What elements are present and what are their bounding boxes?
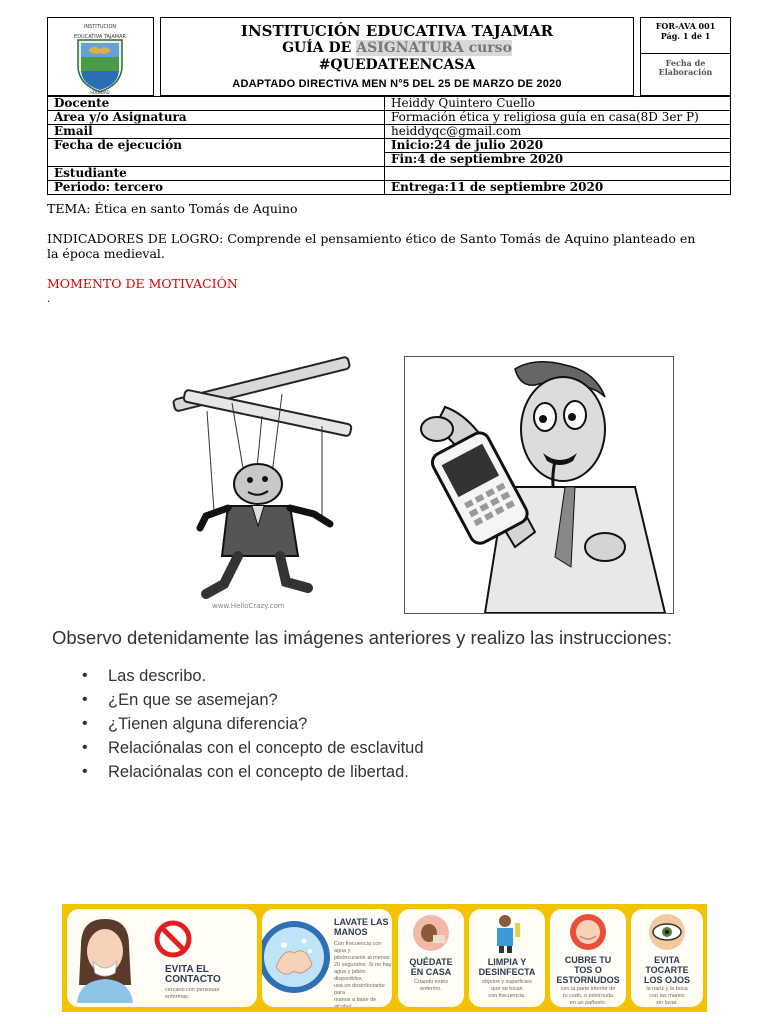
list-item: • Relaciónalas con el concepto de esclavitud <box>82 736 424 760</box>
card-title-line: CUBRE TU <box>564 955 612 965</box>
email-value: heiddyqc@gmail.com <box>385 125 731 139</box>
card-title-line: EN CASA <box>410 967 452 977</box>
card-desc-line: tu codo, o estornuda <box>562 993 614 999</box>
stray-dot: . <box>47 294 51 305</box>
table-row <box>48 139 731 153</box>
card-desc-line: agua y jabón disponibles, <box>334 969 366 982</box>
elaboration-date <box>641 54 730 77</box>
coughing-person-icon <box>566 912 610 954</box>
card-title-line: TOS O <box>574 965 602 975</box>
card-desc-line: usa un desinfectante para <box>334 983 385 996</box>
indicadores-line1: INDICADORES DE LOGRO: Comprende el pensamiento ético de Santo Tomás de Aquino planteado en <box>47 231 696 246</box>
card-title <box>631 955 703 985</box>
guide-title-subject: ASIGNATURA curso <box>356 40 512 56</box>
area-label: Área y/o Asignatura <box>48 111 385 125</box>
motivation-heading: MOMENTO DE MOTIVACIÓN <box>47 276 238 291</box>
tip-card-avoid-contact <box>67 909 257 1007</box>
list-item: • Relaciónalas con el concepto de libertad. <box>82 760 424 784</box>
tema-text: TEMA: Ética en santo Tomás de Aquino <box>47 201 298 216</box>
card-title-line: MANOS <box>334 927 368 937</box>
card-title-line: LOS OJOS <box>643 975 690 985</box>
indicadores-line2: la época medieval. <box>47 246 165 261</box>
card-desc <box>469 979 545 1000</box>
marionette-cartoon-image <box>162 356 362 614</box>
card-desc <box>398 979 464 993</box>
svg-text:INSTITUCION: INSTITUCION <box>83 24 117 30</box>
card-title-line: LIMPIA Y <box>487 957 527 967</box>
card-desc <box>631 986 703 1007</box>
area-value: Formación ética y religiosa guía en casa(8D 3er P) <box>385 111 731 125</box>
card-desc-line: cercano con personas <box>165 987 220 993</box>
card-desc-line: enfermo. <box>420 986 442 992</box>
prohibited-icon <box>153 919 193 959</box>
card-desc-line: sin lavar. <box>656 1000 678 1006</box>
card-desc-line: la nariz y la boca <box>646 986 688 992</box>
table-row <box>48 181 731 195</box>
entrega-value: Entrega:11 de septiembre 2020 <box>385 181 731 195</box>
card-desc-line: enfermas. <box>165 994 190 1000</box>
card-desc <box>550 986 626 1007</box>
header-title-box <box>160 17 634 96</box>
inicio-value: Inicio:24 de julio 2020 <box>385 139 731 153</box>
card-title <box>398 957 464 977</box>
document-code: FOR-AVA 001 <box>655 21 716 31</box>
document-code-box <box>640 17 731 96</box>
fecha-label: Fecha de ejecución <box>48 139 385 167</box>
card-title <box>469 957 545 977</box>
card-desc-line: manos a base de alcohol. <box>334 997 377 1007</box>
list-item: • Las describo. <box>82 664 424 688</box>
card-desc-line: con las manos <box>649 993 685 999</box>
health-tips-banner <box>62 904 707 1012</box>
card-desc-line: Con frecuencia con agua y <box>334 941 382 954</box>
docente-value: Heiddy Quintero Cuello <box>385 97 731 111</box>
card-desc <box>165 987 245 1001</box>
guide-title-prefix: GUÍA DE <box>282 40 357 56</box>
institution-title: INSTITUCIÓN EDUCATIVA TAJAMAR <box>240 22 554 40</box>
docente-label: Docente <box>48 97 385 111</box>
tip-card-clean <box>469 909 545 1007</box>
instructions-list <box>82 664 424 784</box>
card-desc-line: con frecuencia. <box>488 993 526 999</box>
card-title-line: TOCARTE <box>645 965 689 975</box>
estudiante-value[interactable] <box>385 167 731 181</box>
card-desc-line: con la parte interior de <box>560 986 616 992</box>
directive-title: ADAPTADO DIRECTIVA MEN N°5 DEL 25 DE MARZO DE 2020 <box>232 78 562 90</box>
svg-text:SOLEDAD: SOLEDAD <box>90 90 110 95</box>
elaboration-date-line2: Elaboración <box>658 67 713 77</box>
washing-hands-icon <box>262 917 334 997</box>
tip-card-cover-cough <box>550 909 626 1007</box>
tip-card-stay-home <box>398 909 464 1007</box>
fin-value: Fin:4 de septiembre 2020 <box>385 153 731 167</box>
marionette-icon <box>162 356 362 614</box>
card-desc-line: en un pañuelo. <box>569 1000 607 1006</box>
card-title-line: LAVATE LAS <box>334 917 389 927</box>
table-row <box>48 167 731 181</box>
list-item: • ¿Tienen alguna diferencia? <box>82 712 424 736</box>
phone-addiction-cartoon-image <box>404 356 674 614</box>
card-desc-line: 20 segundos. Si no hay <box>334 962 392 968</box>
card-title-line: CONTACTO <box>165 974 221 985</box>
table-row <box>48 125 731 139</box>
estudiante-label: Estudiante <box>48 167 385 181</box>
card-desc-line: Cuando estés <box>414 979 448 985</box>
card-desc-line: objetos y superficies <box>482 979 532 985</box>
card-title-line: DESINFECTA <box>478 967 536 977</box>
card-desc-line: jabóncurante al menos <box>334 955 390 961</box>
card-desc-line: que se tocan <box>491 986 523 992</box>
svg-text:EDUCATIVA TAJAMAR: EDUCATIVA TAJAMAR <box>74 34 126 40</box>
card-title <box>334 917 392 937</box>
card-title-line: QUÉDATE <box>409 957 453 967</box>
page-number: Pág. 1 de 1 <box>660 31 711 41</box>
logo-box <box>47 17 154 96</box>
stay-home-icon <box>407 913 455 953</box>
eye-icon <box>645 912 689 952</box>
tip-card-dont-touch-eyes <box>631 909 703 1007</box>
card-title-line: EVITA EL <box>165 964 209 975</box>
email-label: Email <box>48 125 385 139</box>
cleaning-person-icon <box>487 913 527 953</box>
cartoon-credit: www.HelloCrazy.com <box>212 602 285 610</box>
card-desc <box>334 941 392 1007</box>
table-row <box>48 97 731 111</box>
institution-seal-icon <box>48 18 153 95</box>
card-title <box>550 955 626 985</box>
hashtag-title: #QUEDATEENCASA <box>318 57 476 73</box>
code-section <box>641 18 730 54</box>
tip-card-wash-hands <box>262 909 392 1007</box>
list-item: • ¿En que se asemejan? <box>82 688 424 712</box>
sneezing-woman-icon <box>71 915 141 1003</box>
phone-addict-icon <box>405 357 673 613</box>
instructions-title: Observo detenidamente las imágenes anteriores y realizo las instrucciones: <box>52 627 673 648</box>
card-title <box>165 965 235 985</box>
elaboration-date-line1: Fecha de <box>665 58 706 68</box>
table-row <box>48 111 731 125</box>
info-table <box>47 96 731 195</box>
card-title-line: ESTORNUDOS <box>556 975 620 985</box>
card-title-line: EVITA <box>654 955 680 965</box>
guide-title <box>161 40 633 57</box>
periodo-label: Periodo: tercero <box>48 181 385 195</box>
